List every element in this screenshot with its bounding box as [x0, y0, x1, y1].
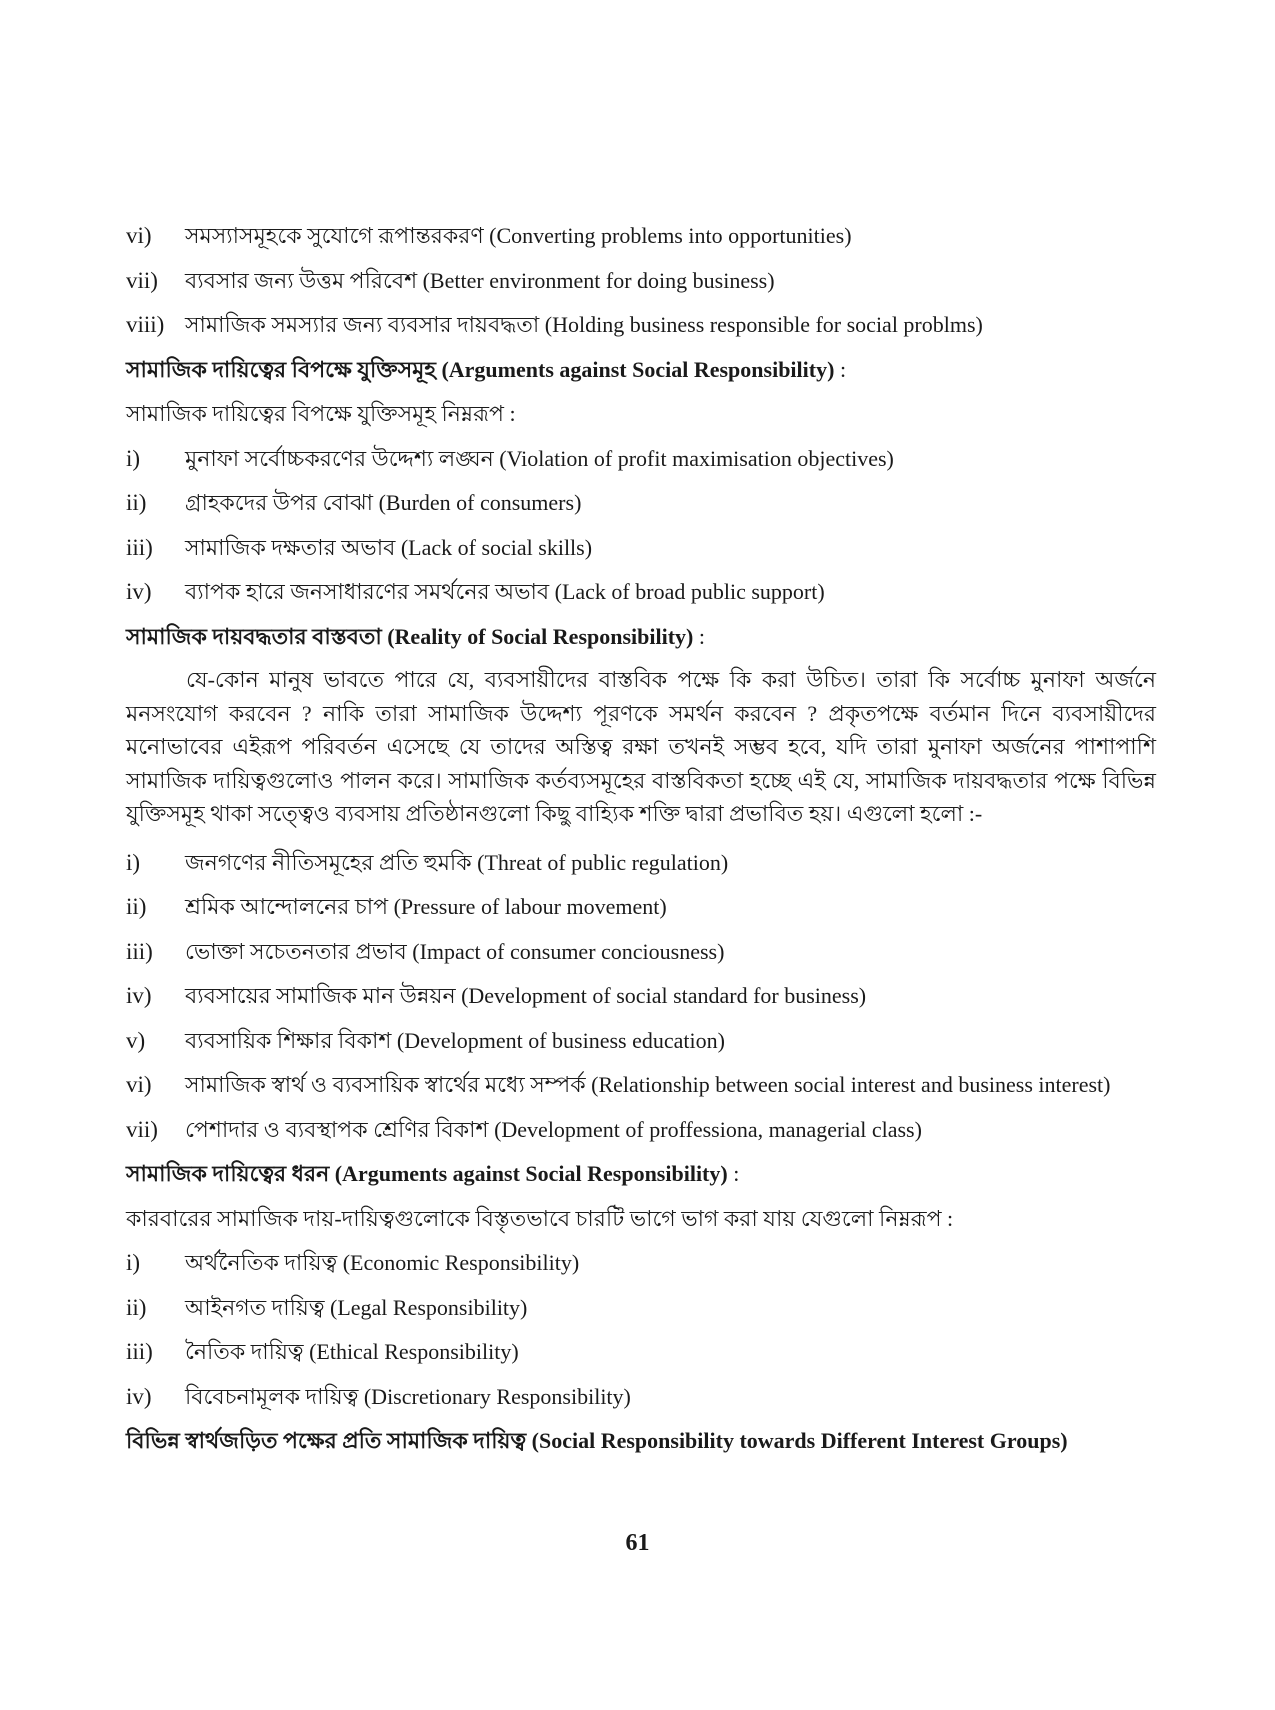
- heading-en: (Arguments against Social Responsibility): [334, 1161, 728, 1186]
- heading-bn: সামাজিক দায়বদ্ধতার বাস্তবতা: [126, 623, 382, 649]
- list-item: [126, 214, 1156, 259]
- item-text-bn: সমস্যাসমূহকে সুযোগে রূপান্তরকরণ: [185, 223, 484, 248]
- page-content: [126, 214, 1156, 1464]
- list-item: [126, 1286, 1156, 1331]
- item-number: viii): [126, 312, 165, 337]
- list-item: [126, 1019, 1156, 1064]
- item-text-en: (Economic Responsibility): [342, 1250, 580, 1275]
- list-item: [126, 974, 1156, 1019]
- heading-bn: সামাজিক দায়িত্বের বিপক্ষে যুক্তিসমূহ: [126, 356, 436, 382]
- item-number: v): [126, 1027, 146, 1053]
- item-number: iv): [126, 579, 152, 604]
- item-number: i): [126, 1250, 141, 1275]
- item-number: vi): [126, 1072, 152, 1097]
- item-text-en: (Legal Responsibility): [330, 1294, 528, 1320]
- heading-bn: বিভিন্ন স্বার্থজড়িত পক্ষের প্রতি সামাজিক দায়িত্ব: [126, 1428, 527, 1453]
- item-text-bn: শ্রমিক আন্দোলনের চাপ: [185, 894, 389, 919]
- list-item: [126, 1063, 1156, 1108]
- item-number: vii): [126, 1116, 158, 1142]
- item-number: vi): [126, 223, 152, 248]
- heading-colon: :: [693, 623, 706, 649]
- item-number: vii): [126, 267, 158, 293]
- item-text-bn: নৈতিক দায়িত্ব: [185, 1339, 304, 1364]
- item-text-en: (Development of business education): [396, 1027, 725, 1053]
- list-item: [126, 930, 1156, 975]
- list-item: [126, 303, 1156, 348]
- item-text-bn: ব্যাপক হারে জনসাধারণের সমর্থনের অভাব: [185, 579, 550, 604]
- heading-en: (Reality of Social Responsibility): [387, 623, 694, 649]
- item-text-bn: পেশাদার ও ব্যবস্থাপক শ্রেণির বিকাশ: [185, 1116, 489, 1142]
- heading-en: (Arguments against Social Responsibility): [441, 356, 835, 382]
- heading-colon: :: [834, 356, 847, 382]
- item-text-bn: সামাজিক দক্ষতার অভাব: [185, 534, 396, 560]
- item-text-en: (Burden of consumers): [378, 490, 582, 515]
- item-number: iii): [126, 938, 153, 964]
- item-text-en: (Better environment for doing business): [422, 267, 775, 293]
- list-item: [126, 526, 1156, 571]
- list-item: [126, 481, 1156, 526]
- item-text-en: (Ethical Responsibility): [309, 1339, 519, 1364]
- heading-bn: সামাজিক দায়িত্বের ধরন: [126, 1161, 330, 1186]
- list-item: [126, 1375, 1156, 1420]
- list-item: [126, 437, 1156, 482]
- item-text-bn: বিবেচনামূলক দায়িত্ব: [185, 1383, 359, 1409]
- section-heading-types: [126, 1152, 1156, 1197]
- section-intro: কারবারের সামাজিক দায়-দায়িত্বগুলোকে বিস্তৃতভাবে চারটি ভাগে ভাগ করা যায় যেগুলো নিম্নরূপ :: [126, 1205, 954, 1231]
- item-number: i): [126, 849, 141, 875]
- section-heading-interest-groups: [126, 1419, 1156, 1464]
- item-text-en: (Discretionary Responsibility): [363, 1383, 631, 1409]
- item-text-bn: জনগণের নীতিসমূহের প্রতি হুমকি: [185, 849, 472, 875]
- heading-colon: :: [727, 1161, 740, 1186]
- item-number: ii): [126, 1294, 147, 1320]
- list-item: [126, 841, 1156, 886]
- item-text-bn: আইনগত দায়িত্ব: [185, 1294, 325, 1320]
- item-number: iv): [126, 983, 152, 1008]
- item-number: iii): [126, 1339, 153, 1364]
- item-text-en: (Development of social standard for business): [461, 983, 867, 1008]
- list-item: [126, 1330, 1156, 1375]
- item-number: i): [126, 445, 141, 471]
- item-text-en: (Development of proffessiona, managerial class): [494, 1116, 922, 1142]
- paragraph-text: যে-কোন মানুষ ভাবতে পারে যে, ব্যবসায়ীদের বাস্তবিক পক্ষে কি করা উচিত। তারা কি সর্বোচ্চ মুনাফা অর্জনে মনসংযোগ করবেন ? নাকি তারা সামাজিক উদ্দেশ্য পূরণকে সমর্থন করবেন ? প্রকৃতপক্ষে বর্তমান দিনে ব্যবসায়ীদের মনোভাবের এইরূপ পরিবর্তন এসেছে যে তাদের অস্তিত্ব রক্ষা তখনই সম্ভব হবে, যদি তারা মুনাফা অর্জনের পাশাপাশি সামাজিক দায়িত্বগুলোও পালন করে। সামাজিক কর্তব্যসমূহের বাস্তবিকতা হচ্ছে এই যে, সামাজিক দায়বদ্ধতার পক্ষে বিভিন্ন যুক্তিসমূহ থাকা সত্ত্বেও ব্যবসায় প্রতিষ্ঠানগুলো কিছু বাহ্যিক শক্তি দ্বারা প্রভাবিত হয়। এগুলো হলো :-: [126, 667, 1156, 826]
- item-text-en: (Threat of public regulation): [477, 849, 729, 875]
- list-item: [126, 1108, 1156, 1153]
- item-text-bn: সামাজিক সমস্যার জন্য ব্যবসার দায়বদ্ধতা: [185, 312, 540, 337]
- list-item: [126, 259, 1156, 304]
- list-item: [126, 1241, 1156, 1286]
- item-text-bn: ব্যবসার জন্য উত্তম পরিবেশ: [185, 267, 418, 293]
- section-intro: সামাজিক দায়িত্বের বিপক্ষে যুক্তিসমূহ নিম্নরূপ :: [126, 401, 516, 426]
- item-text-en: (Pressure of labour movement): [393, 894, 667, 919]
- item-text-bn: ব্যবসায়িক শিক্ষার বিকাশ: [185, 1027, 392, 1053]
- page-number: 61: [625, 1530, 650, 1556]
- list-item: [126, 570, 1156, 615]
- heading-en: (Social Responsibility towards Different Interest Groups): [531, 1428, 1068, 1453]
- item-text-en: (Impact of consumer conciousness): [412, 938, 725, 964]
- item-text-en: (Lack of broad public support): [554, 579, 825, 604]
- item-text-bn: ব্যবসায়ের সামাজিক মান উন্নয়ন: [185, 983, 456, 1008]
- item-text-en: (Converting problems into opportunities): [489, 223, 852, 248]
- item-text-en: (Holding business responsible for social problms): [544, 312, 983, 337]
- item-text-en: (Lack of social skills): [400, 534, 593, 560]
- item-text-en: (Violation of profit maximisation objectives): [499, 445, 894, 471]
- item-text-bn: মুনাফা সর্বোচ্চকরণের উদ্দেশ্য লঙ্ঘন: [185, 445, 494, 471]
- section-heading-reality: [126, 615, 1156, 660]
- item-text-bn: গ্রাহকদের উপর বোঝা: [185, 490, 374, 515]
- item-text-en: (Relationship between social interest and business interest): [591, 1072, 1111, 1097]
- item-number: ii): [126, 894, 147, 919]
- item-text-bn: ভোক্তা সচেতনতার প্রভাব: [185, 938, 407, 964]
- item-text-bn: সামাজিক স্বার্থ ও ব্যবসায়িক স্বার্থের মধ্যে সম্পর্ক: [185, 1072, 586, 1097]
- item-number: iv): [126, 1383, 152, 1409]
- section-heading-against: [126, 348, 1156, 393]
- item-text-bn: অর্থনৈতিক দায়িত্ব: [185, 1250, 338, 1275]
- item-number: ii): [126, 490, 147, 515]
- item-number: iii): [126, 534, 153, 560]
- reality-paragraph: [126, 663, 1156, 831]
- list-item: [126, 885, 1156, 930]
